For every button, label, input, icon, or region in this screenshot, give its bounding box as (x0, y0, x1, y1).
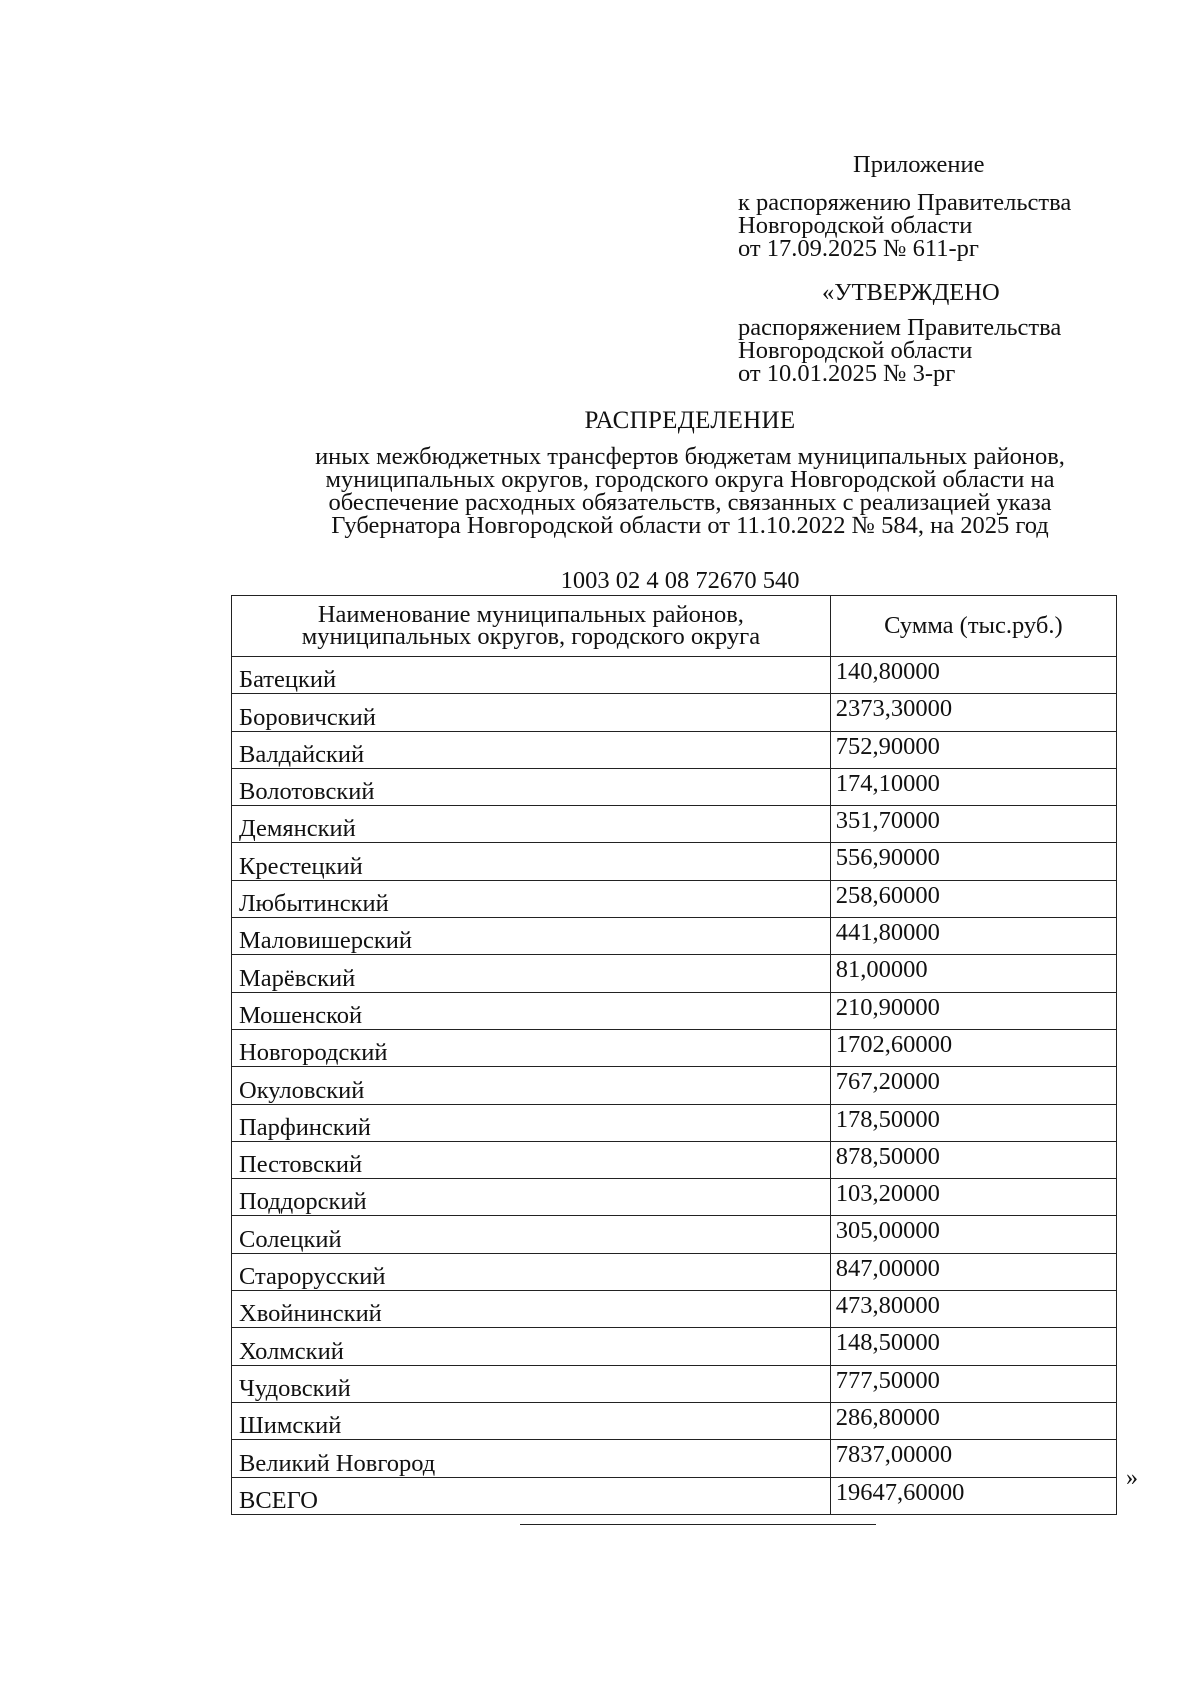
end-rule (520, 1524, 876, 1525)
subtitle-line: муниципальных округов, городского округа Новгородской области на (325, 466, 1055, 493)
table-row (232, 918, 1117, 955)
table-row (232, 880, 1117, 917)
district-name-cell: Великий Новгород (232, 1440, 831, 1477)
budget-code: 1003 02 4 08 72670 540 (560, 567, 800, 594)
column-header-name: Наименование муниципальных районов, муниципальных округов, городского округа (232, 596, 831, 657)
sum-cell: 286,80000 (830, 1402, 1116, 1439)
sum-cell: 752,90000 (830, 731, 1116, 768)
table-body (232, 657, 1117, 1515)
sum-cell: 81,00000 (830, 955, 1116, 992)
district-name-cell: Маловишерский (232, 918, 831, 955)
document-title: РАСПРЕДЕЛЕНИЕ (584, 407, 796, 434)
appendix-line: от 17.09.2025 № 611-рг (738, 235, 979, 262)
district-name-cell: Волотовский (232, 768, 831, 805)
sum-cell: 351,70000 (830, 806, 1116, 843)
district-name-cell: Окуловский (232, 1067, 831, 1104)
district-name-cell: Демянский (232, 806, 831, 843)
approval-line: распоряжением Правительства (738, 314, 1062, 341)
district-name-cell: Новгородский (232, 1029, 831, 1066)
sum-cell: 148,50000 (830, 1328, 1116, 1365)
table-row (232, 955, 1117, 992)
table-row (232, 1029, 1117, 1066)
table-row (232, 1253, 1117, 1290)
sum-cell: 473,80000 (830, 1291, 1116, 1328)
sum-cell: 556,90000 (830, 843, 1116, 880)
sum-cell: 878,50000 (830, 1141, 1116, 1178)
table-row (232, 806, 1117, 843)
district-name-cell: Батецкий (232, 657, 831, 694)
appendix-title: Приложение (853, 151, 985, 178)
table-row (232, 694, 1117, 731)
district-name-cell: Шимский (232, 1402, 831, 1439)
table-header-row (232, 596, 1117, 657)
sum-cell: 777,50000 (830, 1365, 1116, 1402)
district-name-cell: Солецкий (232, 1216, 831, 1253)
approval-line: Новгородской области (738, 337, 973, 364)
table-row (232, 1440, 1117, 1477)
table-row (232, 1141, 1117, 1178)
table-row (232, 657, 1117, 694)
appendix-line: Новгородской области (738, 212, 973, 239)
district-name-cell: Марёвский (232, 955, 831, 992)
sum-cell: 847,00000 (830, 1253, 1116, 1290)
closing-quote: » (1126, 1465, 1138, 1491)
table-row (232, 843, 1117, 880)
district-name-cell: Парфинский (232, 1104, 831, 1141)
column-header-sum: Сумма (тыс.руб.) (830, 596, 1116, 657)
table-row (232, 1291, 1117, 1328)
sum-cell: 767,20000 (830, 1067, 1116, 1104)
table-row (232, 1067, 1117, 1104)
table-row (232, 1179, 1117, 1216)
sum-cell: 7837,00000 (830, 1440, 1116, 1477)
district-name-cell: ВСЕГО (232, 1477, 831, 1514)
subtitle-line: обеспечение расходных обязательств, связанных с реализацией указа (328, 489, 1052, 516)
sum-cell: 258,60000 (830, 880, 1116, 917)
table-row (232, 1328, 1117, 1365)
subtitle-line: иных межбюджетных трансфертов бюджетам муниципальных районов, (315, 443, 1065, 470)
approval-title: «УТВЕРЖДЕНО (822, 279, 1000, 306)
table-row (232, 731, 1117, 768)
district-name-cell: Любытинский (232, 880, 831, 917)
table-row (232, 1402, 1117, 1439)
table-total-row (232, 1477, 1117, 1514)
district-name-cell: Крестецкий (232, 843, 831, 880)
district-name-cell: Хвойнинский (232, 1291, 831, 1328)
district-name-cell: Пестовский (232, 1141, 831, 1178)
district-name-cell: Мошенской (232, 992, 831, 1029)
district-name-cell: Поддорский (232, 1179, 831, 1216)
table-row (232, 1216, 1117, 1253)
table-row (232, 1365, 1117, 1402)
district-name-cell: Боровичский (232, 694, 831, 731)
sum-cell: 210,90000 (830, 992, 1116, 1029)
table-row (232, 992, 1117, 1029)
district-name-cell: Холмский (232, 1328, 831, 1365)
sum-cell: 1702,60000 (830, 1029, 1116, 1066)
document-subtitle (260, 445, 1120, 537)
appendix-line: к распоряжению Правительства (738, 189, 1072, 216)
distribution-table (231, 595, 1117, 1515)
district-name-cell: Чудовский (232, 1365, 831, 1402)
sum-cell: 103,20000 (830, 1179, 1116, 1216)
district-name-cell: Валдайский (232, 731, 831, 768)
approval-line: от 10.01.2025 № 3-рг (738, 360, 956, 387)
subtitle-line: Губернатора Новгородской области от 11.10.2022 № 584, на 2025 год (331, 512, 1049, 539)
district-name-cell: Старорусский (232, 1253, 831, 1290)
sum-cell: 174,10000 (830, 768, 1116, 805)
sum-cell: 140,80000 (830, 657, 1116, 694)
sum-cell: 305,00000 (830, 1216, 1116, 1253)
sum-cell: 19647,60000 (830, 1477, 1116, 1514)
table-row (232, 768, 1117, 805)
table-row (232, 1104, 1117, 1141)
sum-cell: 441,80000 (830, 918, 1116, 955)
sum-cell: 178,50000 (830, 1104, 1116, 1141)
sum-cell: 2373,30000 (830, 694, 1116, 731)
